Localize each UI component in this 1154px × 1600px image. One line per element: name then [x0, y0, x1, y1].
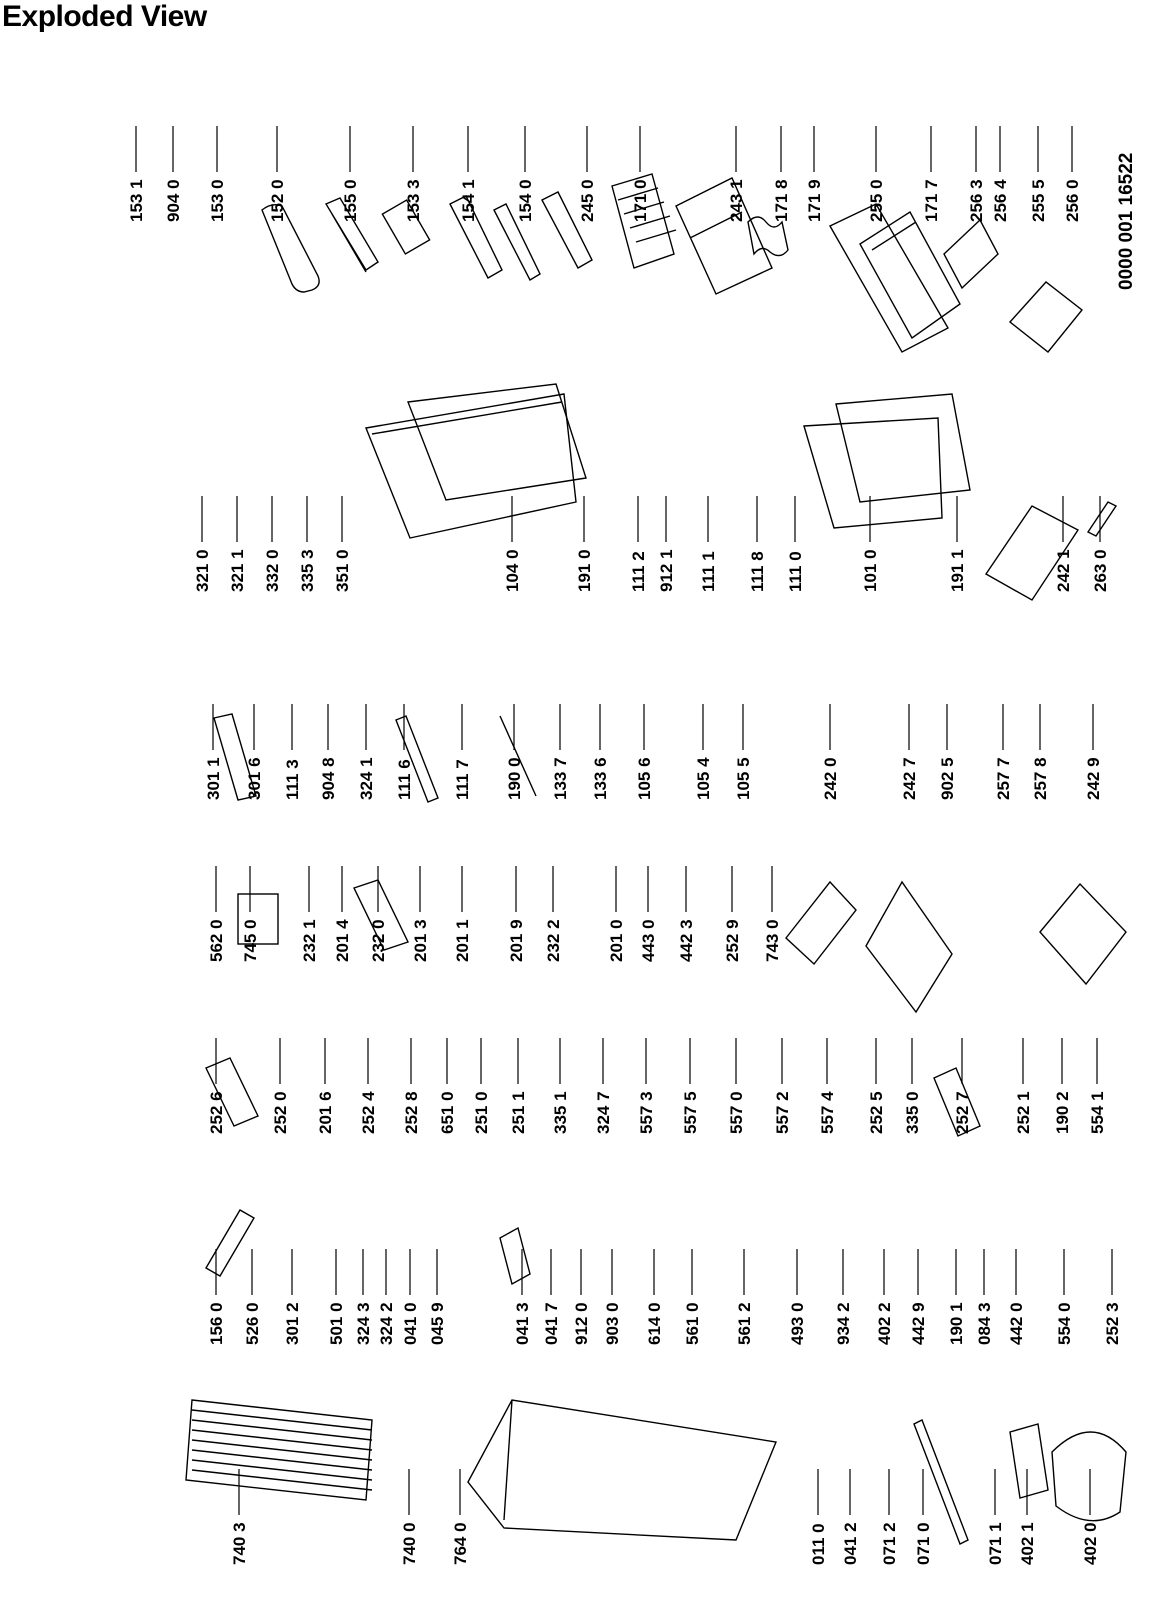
- part-number-label: 153 1: [127, 179, 146, 222]
- callout-335-1: [551, 1038, 570, 1134]
- callout-071-1: [986, 1469, 1005, 1565]
- callout-743-0: [763, 866, 782, 962]
- part-number-label: 171 8: [772, 179, 791, 222]
- part-number-label: 152 0: [268, 179, 287, 222]
- part-number-label: 171 7: [922, 179, 941, 222]
- part-number-label: 557 0: [727, 1091, 746, 1134]
- callout-614-0: [645, 1249, 664, 1345]
- part-number-label: 351 0: [333, 549, 352, 592]
- callout-442-0: [1007, 1249, 1026, 1345]
- part-number-label: 442 3: [677, 919, 696, 962]
- part-number-label: 443 0: [639, 919, 658, 962]
- ice-tray-part: [206, 1210, 254, 1276]
- callout-171-0: [631, 126, 650, 222]
- callout-190-2: [1053, 1038, 1072, 1134]
- callout-111-7: [453, 704, 472, 800]
- part-number-label: 245 0: [578, 179, 597, 222]
- part-number-label: 190 2: [1053, 1091, 1072, 1134]
- callout-651-0: [438, 1038, 457, 1134]
- callout-105-6: [635, 704, 654, 800]
- part-number-label: 526 0: [243, 1302, 262, 1345]
- part-number-label: 111 0: [786, 551, 805, 592]
- part-number-label: 912 1: [657, 549, 676, 592]
- callout-201-1: [453, 866, 472, 962]
- callout-252-5: [867, 1038, 886, 1134]
- callout-557-3: [637, 1038, 656, 1134]
- part-number-label: 252 1: [1014, 1091, 1033, 1134]
- part-number-label: 201 1: [453, 919, 472, 962]
- callout-201-3: [411, 866, 430, 962]
- part-number-label: 252 6: [207, 1091, 226, 1134]
- part-number-label: 191 1: [948, 549, 967, 592]
- callout-442-3: [677, 866, 696, 962]
- callout-526-0: [243, 1249, 262, 1345]
- callout-256-4: [991, 126, 1010, 222]
- callout-557-2: [773, 1038, 792, 1134]
- callout-101-0: [861, 496, 880, 592]
- callout-740-3: [230, 1469, 249, 1565]
- part-number-label: 201 3: [411, 919, 430, 962]
- callout-201-9: [507, 866, 526, 962]
- part-number-label: 041 7: [542, 1302, 561, 1345]
- callout-255-0: [867, 126, 886, 222]
- part-number-label: 111 1: [699, 551, 718, 592]
- part-number-label: 190 0: [505, 757, 524, 800]
- part-number-label: 201 9: [507, 919, 526, 962]
- part-number-label: 402 0: [1081, 1522, 1100, 1565]
- callout-402-0: [1081, 1469, 1100, 1565]
- callout-041-3: [513, 1249, 532, 1345]
- part-number-label: 743 0: [763, 919, 782, 962]
- part-number-label: 557 5: [681, 1091, 700, 1134]
- callout-171-8: [772, 126, 791, 222]
- callout-111-8: [748, 496, 767, 592]
- callout-257-7: [994, 704, 1013, 800]
- callout-256-3: [967, 126, 986, 222]
- callout-934-2: [834, 1249, 853, 1345]
- callout-153-3: [404, 126, 423, 222]
- part-number-label: 912 0: [572, 1302, 591, 1345]
- large-drawer-part: [866, 882, 952, 1012]
- part-number-label: 324 3: [354, 1302, 373, 1345]
- callout-252-4: [359, 1038, 378, 1134]
- cabinet-part: [468, 1400, 776, 1540]
- part-number-label: 301 1: [204, 757, 223, 800]
- glass-shelf-part: [676, 178, 772, 294]
- part-number-label: 232 1: [300, 919, 319, 962]
- callout-321-0: [193, 496, 212, 592]
- part-number-label: 252 8: [402, 1091, 421, 1134]
- part-number-label: 402 1: [1018, 1522, 1037, 1565]
- callout-332-0: [263, 496, 282, 592]
- divider-part: [944, 220, 998, 288]
- crisper-frame-part: [860, 212, 960, 338]
- part-number-label: 111 7: [453, 759, 472, 800]
- part-number-label: 041 3: [513, 1302, 532, 1345]
- part-number-label: 324 7: [594, 1091, 613, 1134]
- part-number-label: 071 2: [880, 1522, 899, 1565]
- callout-493-0: [788, 1249, 807, 1345]
- callout-154-1: [459, 126, 478, 222]
- part-number-label: 251 0: [472, 1091, 491, 1134]
- callout-335-0: [903, 1038, 922, 1134]
- part-number-label: 252 7: [953, 1091, 972, 1134]
- part-number-label: 321 0: [193, 549, 212, 592]
- callout-251-0: [472, 1038, 491, 1134]
- part-number-label: 557 3: [637, 1091, 656, 1134]
- callout-011-0: [809, 1469, 828, 1565]
- page-title: Exploded View: [2, 0, 207, 33]
- part-number-label: 133 6: [591, 757, 610, 800]
- part-number-label: 745 0: [241, 919, 260, 962]
- small-bin-part: [1010, 282, 1082, 352]
- callout-252-8: [402, 1038, 421, 1134]
- callout-324-7: [594, 1038, 613, 1134]
- part-number-label: 904 8: [319, 757, 338, 800]
- callout-201-6: [316, 1038, 335, 1134]
- callout-111-1: [699, 496, 718, 592]
- part-number-label: 902 5: [938, 757, 957, 800]
- part-number-label: 041 2: [841, 1522, 860, 1565]
- part-number-label: 201 6: [316, 1091, 335, 1134]
- callout-191-0: [575, 496, 594, 592]
- part-number-label: 243 1: [727, 179, 746, 222]
- callout-301-6: [245, 704, 264, 800]
- part-number-label: 740 3: [230, 1522, 249, 1565]
- part-number-label: 934 2: [834, 1302, 853, 1345]
- part-number-label: 557 2: [773, 1091, 792, 1134]
- callout-561-0: [683, 1249, 702, 1345]
- part-number-label: 242 7: [900, 757, 919, 800]
- callout-154-0: [516, 126, 535, 222]
- callout-324-1: [357, 704, 376, 800]
- part-number-label: 554 1: [1088, 1091, 1107, 1134]
- part-number-label: 133 7: [551, 757, 570, 800]
- callout-071-0: [914, 1469, 933, 1565]
- callout-201-4: [333, 866, 352, 962]
- callout-501-0: [327, 1249, 346, 1345]
- callout-764-0: [451, 1469, 470, 1565]
- condenser-part: [186, 1400, 372, 1500]
- callout-443-0: [639, 866, 658, 962]
- callout-557-4: [818, 1038, 837, 1134]
- part-number-label: 171 0: [631, 179, 650, 222]
- callout-045-9: [428, 1249, 447, 1345]
- part-number-label: 493 0: [788, 1302, 807, 1345]
- part-number-label: 252 9: [723, 919, 742, 962]
- part-number-label: 562 0: [207, 919, 226, 962]
- callout-745-0: [241, 866, 260, 962]
- callout-201-0: [607, 866, 626, 962]
- door-gasket-part: [408, 384, 586, 500]
- part-number-label: 041 0: [401, 1302, 420, 1345]
- callout-105-5: [734, 704, 753, 800]
- part-number-label: 071 1: [986, 1522, 1005, 1565]
- callout-252-7: [953, 1038, 972, 1134]
- callout-156-0: [207, 1249, 226, 1345]
- part-number-label: 903 0: [603, 1302, 622, 1345]
- part-number-label: 252 5: [867, 1091, 886, 1134]
- callout-252-3: [1103, 1249, 1122, 1345]
- part-number-label: 324 1: [357, 757, 376, 800]
- part-number-label: 256 0: [1063, 179, 1082, 222]
- callout-557-0: [727, 1038, 746, 1134]
- callout-257-8: [1031, 704, 1050, 800]
- callout-111-0: [786, 496, 805, 592]
- callout-301-2: [283, 1249, 302, 1345]
- callout-251-1: [509, 1038, 528, 1134]
- part-number-label: 232 0: [369, 919, 388, 962]
- callout-252-9: [723, 866, 742, 962]
- callout-740-0: [400, 1469, 419, 1565]
- part-number-label: 335 1: [551, 1091, 570, 1134]
- part-number-label: 321 1: [228, 549, 247, 592]
- part-number-label: 764 0: [451, 1522, 470, 1565]
- part-number-label: 442 9: [909, 1302, 928, 1345]
- callout-245-0: [578, 126, 597, 222]
- callout-442-9: [909, 1249, 928, 1345]
- part-number-label: 402 2: [875, 1302, 894, 1345]
- part-number-label: 190 1: [947, 1302, 966, 1345]
- callout-335-3: [298, 496, 317, 592]
- callout-904-8: [319, 704, 338, 800]
- part-number-label: 155 0: [341, 179, 360, 222]
- callout-171-9: [805, 126, 824, 222]
- callout-242-7: [900, 704, 919, 800]
- part-number-label: 554 0: [1055, 1302, 1074, 1345]
- part-number-label: 904 0: [164, 179, 183, 222]
- part-number-label: 335 3: [298, 549, 317, 592]
- part-number-label: 105 6: [635, 757, 654, 800]
- part-number-label: 201 4: [333, 919, 352, 962]
- part-number-label: 332 0: [263, 549, 282, 592]
- callout-153-0: [208, 126, 227, 222]
- callout-402-2: [875, 1249, 894, 1345]
- callout-904-0: [164, 126, 183, 222]
- callout-402-1: [1018, 1469, 1037, 1565]
- callout-324-3: [354, 1249, 373, 1345]
- compressor-part: [1052, 1432, 1126, 1521]
- callout-301-1: [204, 704, 223, 800]
- callout-242-9: [1084, 704, 1103, 800]
- part-number-label: 011 0: [809, 1523, 828, 1565]
- callout-190-0: [505, 704, 524, 800]
- fridge-door-part: [804, 418, 942, 528]
- part-number-label: 191 0: [575, 549, 594, 592]
- callout-912-1: [657, 496, 676, 592]
- callout-252-0: [271, 1038, 290, 1134]
- part-number-label: 614 0: [645, 1302, 664, 1345]
- part-number-label: 256 4: [991, 179, 1010, 222]
- part-number-label: 651 0: [438, 1091, 457, 1134]
- callout-351-0: [333, 496, 352, 592]
- part-number-label: 111 6: [395, 759, 414, 800]
- callout-190-1: [947, 1249, 966, 1345]
- part-number-label: 242 0: [821, 757, 840, 800]
- part-number-label: 442 0: [1007, 1302, 1026, 1345]
- callout-084-3: [975, 1249, 994, 1345]
- callout-071-2: [880, 1469, 899, 1565]
- callout-111-2: [629, 496, 648, 592]
- freezer-door-part: [366, 394, 576, 538]
- part-number-label: 154 1: [459, 179, 478, 222]
- callout-111-6: [395, 704, 414, 800]
- callout-263-0: [1091, 496, 1110, 592]
- part-number-label: 263 0: [1091, 549, 1110, 592]
- callout-041-7: [542, 1249, 561, 1345]
- part-number-label: 111 3: [283, 759, 302, 800]
- callout-232-1: [300, 866, 319, 962]
- callout-255-5: [1029, 126, 1048, 222]
- hinge-part: [500, 1228, 530, 1284]
- callout-155-0: [341, 126, 360, 222]
- part-number-label: 561 2: [735, 1302, 754, 1345]
- part-number-label: 153 3: [404, 179, 423, 222]
- part-number-label: 561 0: [683, 1302, 702, 1345]
- callout-133-7: [551, 704, 570, 800]
- part-number-label: 242 1: [1054, 549, 1073, 592]
- callout-321-1: [228, 496, 247, 592]
- callout-554-1: [1088, 1038, 1107, 1134]
- part-number-label: 242 9: [1084, 757, 1103, 800]
- bottom-drawer-part: [1040, 884, 1126, 984]
- part-number-label: 071 0: [914, 1522, 933, 1565]
- callout-902-5: [938, 704, 957, 800]
- part-number-label: 045 9: [428, 1302, 447, 1345]
- callouts-layer: [127, 126, 1122, 1565]
- callout-041-0: [401, 1249, 420, 1345]
- drawer-box-part: [786, 882, 856, 964]
- part-number-label: 501 0: [327, 1302, 346, 1345]
- callout-252-6: [207, 1038, 226, 1134]
- callout-191-1: [948, 496, 967, 592]
- part-number-label: 255 5: [1029, 179, 1048, 222]
- document-number: 0000 001 16522: [1116, 152, 1137, 290]
- part-number-label: 171 9: [805, 179, 824, 222]
- part-number-label: 301 2: [283, 1302, 302, 1345]
- part-number-label: 111 8: [748, 551, 767, 592]
- part-number-label: 324 2: [377, 1302, 396, 1345]
- callout-171-7: [922, 126, 941, 222]
- callout-243-1: [727, 126, 746, 222]
- part-number-label: 251 1: [509, 1091, 528, 1134]
- callout-242-0: [821, 704, 840, 800]
- part-number-label: 557 4: [818, 1091, 837, 1134]
- callout-232-2: [544, 866, 563, 962]
- callout-324-2: [377, 1249, 396, 1345]
- part-number-label: 252 4: [359, 1091, 378, 1134]
- part-number-label: 105 5: [734, 757, 753, 800]
- callout-153-1: [127, 126, 146, 222]
- callout-105-4: [694, 704, 713, 800]
- part-number-label: 255 0: [867, 179, 886, 222]
- part-number-label: 335 0: [903, 1091, 922, 1134]
- callout-104-0: [503, 496, 522, 592]
- part-number-label: 101 0: [861, 549, 880, 592]
- part-number-label: 740 0: [400, 1522, 419, 1565]
- part-number-label: 256 3: [967, 179, 986, 222]
- callout-232-0: [369, 866, 388, 962]
- part-number-label: 257 7: [994, 757, 1013, 800]
- part-number-label: 232 2: [544, 919, 563, 962]
- callout-111-3: [283, 704, 302, 800]
- callout-903-0: [603, 1249, 622, 1345]
- callout-554-0: [1055, 1249, 1074, 1345]
- callout-133-6: [591, 704, 610, 800]
- fridge-gasket-part: [836, 394, 970, 502]
- part-number-label: 111 2: [629, 551, 648, 592]
- part-number-label: 084 3: [975, 1302, 994, 1345]
- part-number-label: 252 3: [1103, 1302, 1122, 1345]
- callout-557-5: [681, 1038, 700, 1134]
- part-number-label: 153 0: [208, 179, 227, 222]
- callout-256-0: [1063, 126, 1082, 222]
- part-number-label: 252 0: [271, 1091, 290, 1134]
- callout-912-0: [572, 1249, 591, 1345]
- part-number-label: 156 0: [207, 1302, 226, 1345]
- callout-152-0: [268, 126, 287, 222]
- part-number-label: 257 8: [1031, 757, 1050, 800]
- part-number-label: 104 0: [503, 549, 522, 592]
- drawer-rail-part: [1088, 502, 1116, 536]
- callout-041-2: [841, 1469, 860, 1565]
- part-number-label: 154 0: [516, 179, 535, 222]
- part-number-label: 105 4: [694, 757, 713, 800]
- part-number-label: 301 6: [245, 757, 264, 800]
- callout-562-0: [207, 866, 226, 962]
- callout-561-2: [735, 1249, 754, 1345]
- relay-part: [1010, 1424, 1048, 1498]
- callout-252-1: [1014, 1038, 1033, 1134]
- part-number-label: 201 0: [607, 919, 626, 962]
- callout-242-1: [1054, 496, 1073, 592]
